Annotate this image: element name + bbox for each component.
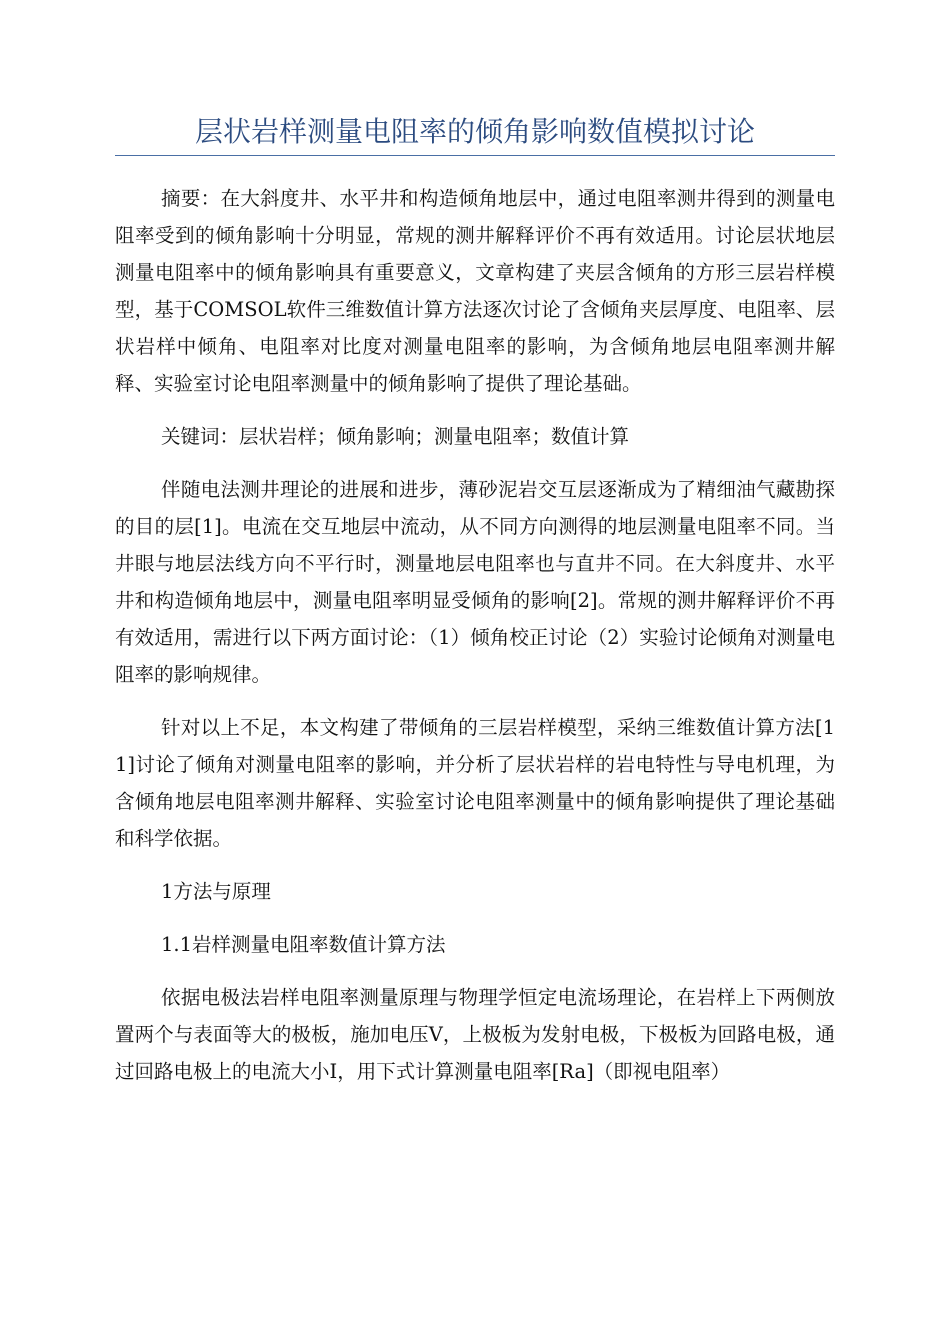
subsection-heading-1-1: 1.1岩样测量电阻率数值计算方法 <box>161 933 446 956</box>
document-title: 层状岩样测量电阻率的倾角影响数值模拟讨论 <box>194 115 755 148</box>
keywords-line: 关键词：层状岩样；倾角影响；测量电阻率；数值计算 <box>161 425 630 448</box>
intro-paragraph-1: 伴随电法测井理论的进展和进步，薄砂泥岩交互层逐渐成为了精细油气藏勘探的目的层[1]。电流在交互地层中流动，从不同方向测得的地层测量电阻率不同。当井眼与地层法线方向不平行时，测量地层电阻率也与直井不同。在大斜度井、水平井和构造倾角地层中，测量电阻率明显受倾角的影响[2]。常规的测井解释评价不再有效适用，需进行以下两方面讨论：（1）倾角校正讨论（2）实验讨论倾角对测量电阻率的影响规律。 <box>115 478 835 686</box>
title-underline <box>115 155 835 156</box>
section-heading-1: 1方法与原理 <box>161 880 271 903</box>
abstract-paragraph: 摘要：在大斜度井、水平井和构造倾角地层中，通过电阻率测井得到的测量电阻率受到的倾角影响十分明显，常规的测井解释评价不再有效适用。讨论层状地层测量电阻率中的倾角影响具有重要意义，文章构建了夹层含倾角的方形三层岩样模型，基于COMSOL软件三维数值计算方法逐次讨论了含倾角夹层厚度、电阻率、层状岩样中倾角、电阻率对比度对测量电阻率的影响，为含倾角地层电阻率测井解释、实验室讨论电阻率测量中的倾角影响了提供了理论基础。 <box>115 187 835 395</box>
method-paragraph: 依据电极法岩样电阻率测量原理与物理学恒定电流场理论，在岩样上下两侧放置两个与表面等大的极板，施加电压V，上极板为发射电极，下极板为回路电极，通过回路电极上的电流大小I，用下式计算测量电阻率[Ra]（即视电阻率） <box>115 986 835 1083</box>
intro-paragraph-2: 针对以上不足，本文构建了带倾角的三层岩样模型，采纳三维数值计算方法[11]讨论了倾角对测量电阻率的影响，并分析了层状岩样的岩电特性与导电机理，为含倾角地层电阻率测井解释、实验室讨论电阻率测量中的倾角影响提供了理论基础和科学依据。 <box>115 716 835 850</box>
document-page <box>115 0 835 1090</box>
